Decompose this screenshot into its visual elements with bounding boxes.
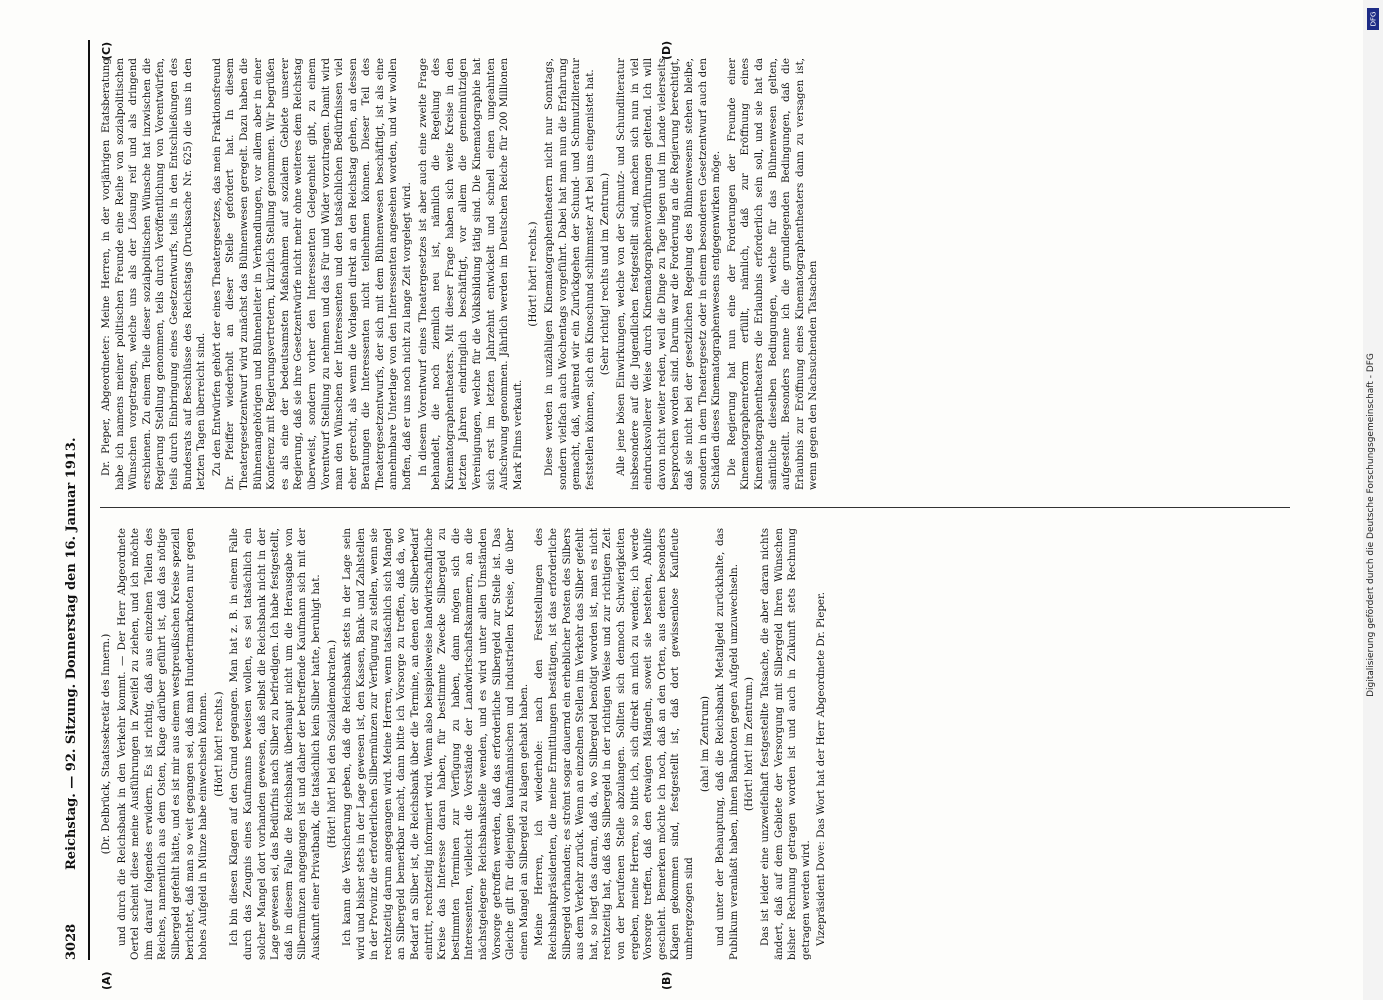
digitization-credit: Digitalisierung gefördert durch die Deutsche Forschungsgemeinschaft - DFG [1366, 353, 1376, 697]
margin-marker-d: (D) [660, 40, 673, 60]
paragraph: und durch die Reichsbank in den Verkehr kommt. — Der Herr Abgeordnete Oertel scheint diese meine Ausführungen in Zweifel zu ziehen, und ich möchte ihm darauf folgendes erwidern. Es ist richtig, daß aus einzelnen Teilen des Reiches, namentlich aus dem Osten, Klage darüber geführt ist, daß das nötige Silbergeld gefehlt hätte, und es ist mir aus einem westpreußischen Kreise speziell berichtet, daß man so weit gegangen sei, daß man Hundertmarknoten nur gegen hohes Aufgeld in Münze habe einwechseln können. [115, 528, 210, 960]
interjection-text: (Hört! hört! rechts.) [527, 221, 540, 327]
paragraph: In diesem Vorentwurf eines Theatergesetzes ist aber auch eine zweite Frage behandelt, die noch ziemlich neu ist, nämlich die Regelung des Kinematographentheaters. Mit dieser Frage haben sich weite Kreise in den letzten Jahren eindringlich beschäftigt, vor allem die gemeinnützigen Vereinigungen, welche für die Volksbildung tätig sind. Die Kinematographie hat sich erst im letzten Jahrzehnt entwickelt und schnell einen ungeahnten Aufschwung genommen. Jährlich werden im Deutschen Reiche für 200 Millionen Mark Films verkauft. [416, 58, 524, 490]
margin-marker-a: (A) [100, 971, 113, 990]
page-header [60, 40, 90, 960]
paragraph: Ich kann die Versicherung geben, daß die Reichsbank stets in der Lage sein wird und bisher stets in der Lage gewesen ist, den Kassen, Bank- und Zahlstellen in der Provinz die erforderlichen Silbermünzen zur Verfügung zu stellen, wenn sie rechtzeitig darum angegangen wird. Meine Herren, wenn tatsächlich sich Mangel an Silbergeld bemerkbar macht, dann bitte ich Vorsorge zu treffen, daß da, wo Bedarf an Silber ist, die Reichsbank über die Termine, an denen der Silberbedarf eintritt, rechtzeitig informiert wird. Wenn also beispielsweise landwirtschaftliche Kreise das Interesse daran haben, für bestimmte Zwecke Silbergeld zu bestimmten Terminen zur Verfügung zu haben, dann mögen sich die Interessenten, vielleicht die Vorstände der Landwirtschaftskammern, an die nächstgelegene Reichsbankstelle wenden, und es wird unter allen Umständen Vorsorge getroffen werden, daß das erforderliche Silbergeld zur Stelle ist. Das Gleiche gilt für diejenigen kaufmännischen und industriellen Kreise, die über einen Mangel an Silbergeld zu klagen gehabt haben. [341, 528, 530, 960]
paragraph: Ich bin diesen Klagen auf den Grund gegangen. Man hat z. B. in einem Falle durch das Zeugnis eines Kaufmanns beweisen wollen, es sei tatsächlich ein solcher Mangel dort vorhanden gewesen, daß selbst die Reichsbank nicht in der Lage gewesen sei, das Bedürfnis nach Silber zu befriedigen. Ich habe festgestellt, daß in diesem Falle die Reichsbank überhaupt nicht um die Herausgabe von Silbermünzen angegangen ist und daher der betreffende Kaufmann sich mit der Auskunft einer Privatbank, die tatsächlich kein Silber hatte, beruhigt hat. [228, 528, 322, 960]
margin-marker-b: (B) [660, 971, 673, 990]
paragraph: Vizepräsident Dove: Das Wort hat der Herr Abgeordnete Dr. Pieper. [815, 591, 828, 946]
interjection-text: (Hört! hört! bei den Sozialdemokraten.) [325, 639, 338, 849]
margin-marker-c: (C) [100, 41, 113, 60]
interjection-text: (Hört! hört! im Zentrum.) [743, 677, 756, 811]
paragraph: und unter der Behauptung, daß die Reichsbank Metallgeld zurückhalte, das Publikum veranlaßt haben, ihnen Banknoten gegen Aufgeld umzuwechseln. [714, 528, 740, 960]
right-text-column [100, 58, 1290, 490]
page-number: 3028 [64, 923, 79, 960]
interjection-text: (aha! im Zentrum) [698, 695, 711, 793]
column-divider [100, 507, 1290, 508]
paragraph: Zu den Entwürfen gehört der eines Theatergesetzes, das mein Fraktionsfreund Dr. Pfeiffer wiederholt an dieser Stelle gefordert hat. In diesem Theatergesetzentwurf wird zunächst das Bühnenwesen geregelt. Dazu haben die Bühnenangehörigen und Bühnenleiter in Verhandlungen, vor allem aber in einer Konferenz mit Regierungsvertretern, kürzlich Stellung genommen. Wir begrüßen es als eine der bedeutsamsten Maßnahmen auf sozialem Gebiete unserer Regierung, daß sie ihre Gesetzentwürfe nicht mehr ohne weiteres dem Reichstag überweist, sondern vorher den Interessenten Gelegenheit gibt, zu einem Vorentwurf Stellung zu nehmen und das Für und Wider vorzutragen. Damit wird man den Wünschen der Interessenten und den tatsächlichen Bedürfnissen viel eher gerecht, als wenn die Vorlagen direkt an den Reichstag gehen, an dessen Beratungen die Interessenten nicht teilnehmen können. Dieser Teil des Theatergesetzentwurfs, der sich mit dem Bühnenwesen beschäftigt, ist als eine annehmbare Unterlage von den Interessenten angesehen worden, und wir wollen hoffen, daß er uns noch nicht zu lange Zeit vorgelegt wird. [210, 58, 414, 490]
rotated-sheet [60, 40, 1320, 990]
paragraph: Dr. Pieper, Abgeordneter: Meine Herren, in der vorjährigen Etatsberatung habe ich namens meiner politischen Freunde eine Reihe von sozialpolitischen Wünschen vorgetragen, welche uns als der Lösung reif und als dringend erschienen. Zu einem Teile dieser sozialpolitischen Wünsche hat inzwischen die Regierung Stellung genommen, teils durch Veröffentlichung von Vorentwürfen, teils durch Einbringung eines Gesetzentwurfs, teils in den Entschließungen des Bundesrats auf Beschlüsse des Reichstags (Drucksache Nr. 625) die uns in den letzten Tagen überreicht sind. [100, 58, 208, 490]
interjection-text: (Hört! hört! rechts.) [212, 691, 225, 797]
paragraph: Diese werden in unzähligen Kinematographentheatern nicht nur Sonntags, sondern vielfach auch Wochentags vorgeführt. Dabei hat man nun die Erfahrung gemacht, daß, während wir ein Zurückgehen der Schund- und Schmutzliteratur feststellen können, sich ein Kinoschund schlimmster Art bei uns eingenistet hat. [543, 58, 596, 490]
page-running-title: Reichstag. — 92. Sitzung. Donnerstag den 16. Januar 1913. [64, 437, 79, 870]
paragraph: Meine Herren, ich wiederhole: nach den Feststellungen des Reichsbankpräsidenten, die meine Ermittlungen bestätigen, ist das erforderliche Silbergeld vorhanden; es strömt sogar dauernd ein erheblicher Posten des Silbers aus dem Verkehr zurück. Wenn an einzelnen Stellen im Verkehr das Silber gefehlt hat, so liegt das daran, daß da, wo Silbergeld benötigt worden ist, man es nicht rechtzeitig hat, daß das Silbergeld in der richtigen Weise und zur richtigen Zeit von der berufenen Stelle abzulangen. Sollten sich dennoch Schwierigkeiten ergeben, meine Herren, so bitte ich, sich direkt an mich zu wenden; ich werde Vorsorge treffen, daß den etwaigen Mängeln, soweit sie bestehen, Abhilfe geschieht. Bemerken möchte ich noch, daß an den Orten, aus denen besonders Klagen gekommen sind, festgestellt ist, daß dort gewissenlose Kaufleute umhergezogen sind [533, 528, 695, 960]
interjection-text: (Sehr richtig! rechts und im Zentrum.) [599, 172, 612, 376]
dfg-logo: DFG [1367, 8, 1379, 30]
paragraph: Alle jene bösen Einwirkungen, welche von der Schmutz- und Schundliteratur insbesondere auf die Jugendlichen festgestellt sind, machen sich nun in viel eindrucksvollerer Weise durch Kinematographenvorführungen geltend. Ich will davon nicht weiter reden, weil die Dinge zu Tage liegen und im Lande vielerseits besprochen worden sind. Darum war die Forderung an die Regierung berechtigt, daß sie nicht bei der gesetzlichen Regelung des Bühnenwesens stehen bleibe, sondern in dem Theatergesetz oder in einem besonderen Gesetzentwurf auch den Schäden dieses Kinematographenwesens entgegenwirken möge. [614, 58, 723, 490]
speaker-line: (Dr. Delbrück, Staatssekretär des Innern.) [100, 633, 112, 855]
paragraph: Das ist leider eine unzweifelhaft festgestellte Tatsache, die aber daran nichts ändert, daß auf dem Gebiete der Versorgung mit Silbergeld Ihren Wünschen bisher Rechnung getragen worden ist und auch in Zukunft stets Rechnung getragen werden wird. [758, 528, 812, 960]
paragraph: Die Regierung hat nun eine der Forderungen der Freunde einer Kinematographenreform erfüllt, nämlich, daß zur Eröffnung eines Kinematographentheaters die Erlaubnis erforderlich sein soll, und sie hat da sämtliche dieselben Bedingungen, welche für das Bühnenwesen gelten, aufgestellt. Besonders nenne ich die grundlegenden Bedingungen, daß die Erlaubnis zur Eröffnung eines Kinematographentheaters dann zu versagen ist, wenn gegen den Nachsuchenden Tatsachen [725, 58, 820, 490]
left-text-column [100, 528, 1290, 960]
